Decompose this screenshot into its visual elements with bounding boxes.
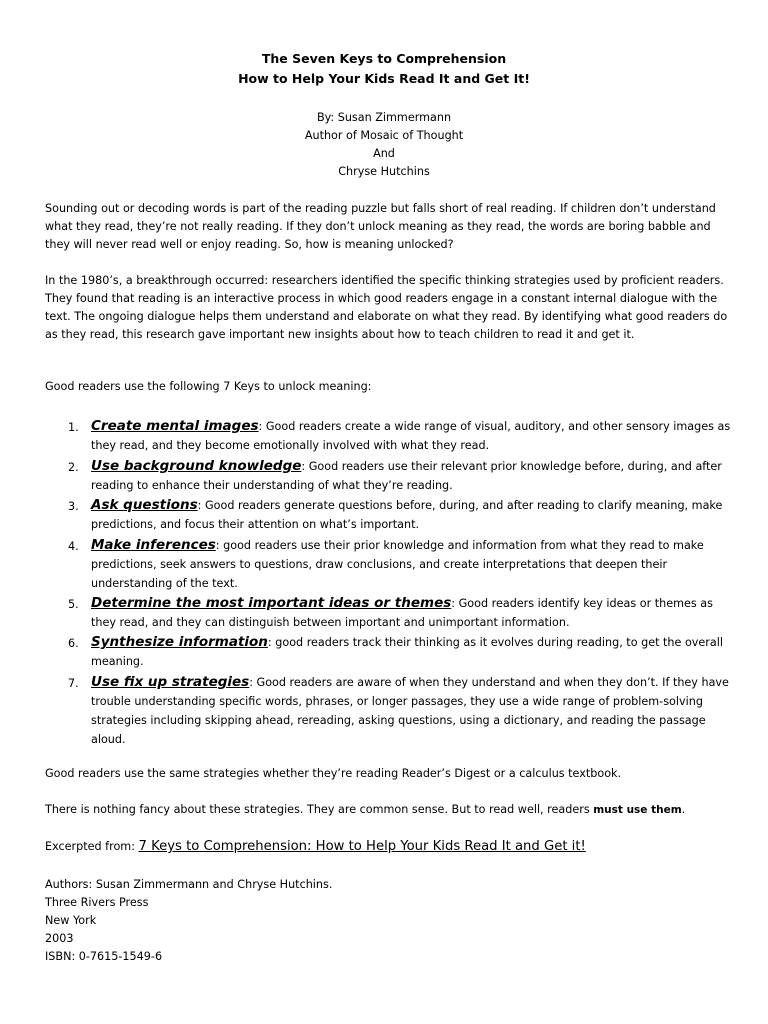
paragraph-intro: Good readers use the following 7 Keys to unlock meaning: [45,380,372,393]
key-description: : good readers track their thinking as it evolves during reading, to get the overall meaning. [91,636,723,668]
list-item-text [91,594,731,632]
byline-author: By: Susan Zimmermann [316,111,452,124]
key-title: Make inferences [91,537,216,553]
list-number: 7. [68,677,79,690]
title-line-2: How to Help Your Kids Read It and Get It! [238,71,530,86]
byline-credential: Author of Mosaic of Thought [304,129,464,142]
paragraph-same-strategies: Good readers use the same strategies whether they’re reading Reader’s Digest or a calculus textbook. [45,767,622,780]
key-description: : Good readers use their relevant prior knowledge before, during, and after reading to enhance their understanding of what they’re reading. [91,460,722,492]
citation-authors: Authors: Susan Zimmermann and Chryse Hutchins. [45,878,333,891]
list-item-text [91,633,731,671]
excerpt-label: Excerpted from: [45,840,139,853]
list-item-text [91,673,731,749]
list-item-text [91,536,731,593]
byline-and: And [373,147,395,160]
paragraph-decoding: Sounding out or decoding words is part of the reading puzzle but falls short of real reading. If children don’t understand what they read, they’re not really reading. If they don’t unlock meaning as they read, the words are boring babble and they will never read well or enjoy reading. So, how is meaning unlocked? [45,202,716,251]
key-title: Ask questions [91,497,198,513]
key-title: Create mental images [91,418,259,434]
citation-isbn: ISBN: 0-7615-1549-6 [45,950,163,963]
key-description: : Good readers are aware of when they understand and when they don’t. If they have trouble understanding specific words, phrases, or longer passages, they use a wide range of problem-solving strategies including skipping ahead, rereading, asking questions, using a dictionary, and reading the passage aloud. [91,676,729,746]
citation-city: New York [45,914,97,927]
key-description: : Good readers identify key ideas or themes as they read, and they can distinguish between important and unimportant information. [91,597,713,629]
book-title: 7 Keys to Comprehension: How to Help Your Kids Read It and Get it! [138,839,586,854]
list-number: 4. [68,540,79,553]
list-item-text [91,457,731,495]
list-item-text [91,417,731,455]
key-description: : good readers use their prior knowledge and information from what they read to make predictions, seek answers to questions, draw conclusions, and create interpretations that deepen their understanding of the text. [91,539,704,590]
list-number: 1. [68,421,79,434]
list-number: 5. [68,598,79,611]
must-use-them-emphasis: must use them [593,804,682,816]
list-number: 2. [68,461,79,474]
key-title: Use background knowledge [91,458,302,474]
citation-publisher: Three Rivers Press [45,896,149,909]
key-title: Synthesize information [91,634,268,650]
key-title: Determine the most important ideas or themes [91,595,452,611]
citation-year: 2003 [45,932,74,945]
excerpt-source [45,838,586,856]
key-description: : Good readers generate questions before, during, and after reading to clarify meaning, make predictions, and focus their attention on what’s important. [91,499,723,531]
list-item-text [91,496,731,534]
list-number: 3. [68,500,79,513]
paragraph-common-sense [45,801,735,819]
key-description: : Good readers create a wide range of visual, auditory, and other sensory images as they read, and they become emotionally involved with what they read. [91,420,731,452]
common-sense-period: . [681,803,686,816]
common-sense-text: There is nothing fancy about these strategies. They are common sense. But to read well, readers [45,803,594,816]
byline-coauthor: Chryse Hutchins [338,165,430,178]
key-title: Use fix up strategies [91,674,250,690]
list-number: 6. [68,637,79,650]
paragraph-research: In the 1980’s, a breakthrough occurred: researchers identified the specific thinking strategies used by proficient readers. They found that reading is an interactive process in which good readers engage in a constant internal dialogue with the text. The ongoing dialogue helps them understand and elaborate on what they read. By identifying what good readers do as they read, this research gave important new insights about how to teach children to read it and get it. [45,274,728,341]
title-line-1: The Seven Keys to Comprehension [261,51,507,66]
